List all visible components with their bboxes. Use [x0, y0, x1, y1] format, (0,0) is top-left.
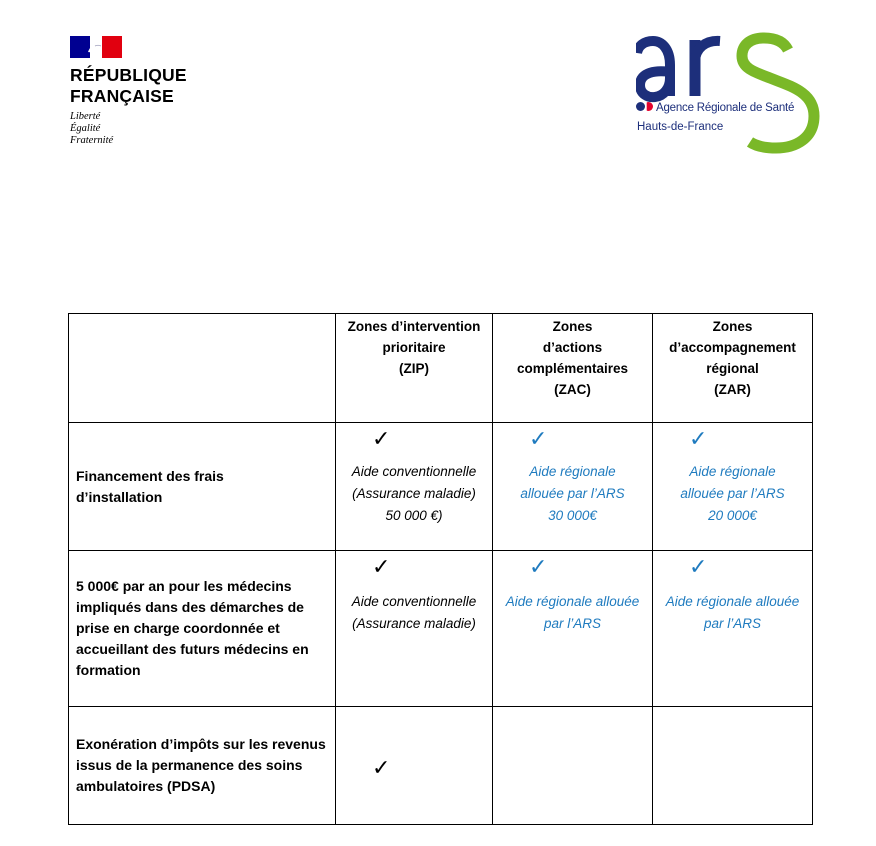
- aid-amount: 20 000€: [708, 508, 757, 523]
- aid-text: (Assurance maladie): [352, 616, 476, 631]
- ars-agency-name: Agence Régionale de Santé: [656, 102, 795, 114]
- aid-amount: 30 000€: [548, 508, 597, 523]
- header-zip-line: (ZIP): [399, 361, 429, 376]
- header-zac-line: Zones: [552, 319, 593, 334]
- header-zar-line: régional: [706, 361, 759, 376]
- table-row: [69, 423, 813, 551]
- row-label-line: impliqués dans des démarches de: [76, 599, 304, 615]
- cell-zip-exoneration: [336, 707, 493, 825]
- aid-text: Aide régionale allouée: [505, 594, 640, 609]
- row-label-exoneration: [69, 707, 336, 825]
- row-label-line: accueillant des futurs médecins en: [76, 641, 309, 657]
- header-zip: [336, 314, 493, 423]
- checkmark-icon: ✓: [372, 554, 391, 579]
- row-label-line: 5 000€ par an pour les médecins: [76, 578, 292, 594]
- ars-agency-line: [636, 101, 794, 115]
- header-zac-line: d’actions: [542, 340, 603, 355]
- aid-text: Aide conventionnelle: [351, 464, 477, 479]
- aid-text: Aide régionale: [529, 464, 616, 479]
- cell-zar-exoneration: [653, 707, 813, 825]
- checkmark-icon: ✓: [689, 426, 708, 451]
- checkmark-icon: ✓: [372, 755, 391, 780]
- aid-text: Aide régionale allouée: [665, 594, 800, 609]
- ars-dots-icon: [636, 102, 656, 112]
- republique-motto: [70, 111, 187, 147]
- cell-zac-5000: [493, 551, 653, 707]
- republique-line2: FRANÇAISE: [70, 86, 174, 106]
- row-label-5000: [69, 551, 336, 707]
- header-empty-cell: [69, 314, 336, 423]
- ars-logo: [636, 32, 826, 154]
- motto-liberte: Liberté: [70, 111, 101, 122]
- cell-zar-financement: [653, 423, 813, 551]
- aid-text: Aide conventionnelle: [351, 594, 477, 609]
- row-label-line: issus de la permanence des soins: [76, 757, 303, 773]
- republique-francaise-logo: [70, 36, 187, 147]
- row-label-line: Exonération d’impôts sur les revenus: [76, 736, 326, 752]
- checkmark-icon: ✓: [372, 426, 391, 451]
- ars-region: Hauts-de-France: [637, 121, 724, 133]
- header-zar-line: d’accompagnement: [669, 340, 796, 355]
- aid-text: (Assurance maladie): [352, 486, 476, 501]
- marianne-flag-icon: [70, 36, 122, 58]
- cell-zar-5000: [653, 551, 813, 707]
- aid-amount: 50 000 €): [385, 508, 443, 523]
- zones-table: [68, 313, 813, 825]
- header-zar: [653, 314, 813, 423]
- header-zac-line: (ZAC): [554, 382, 591, 397]
- republique-title: [70, 65, 187, 107]
- header-row: [69, 314, 813, 423]
- cell-zac-financement: [493, 423, 653, 551]
- aid-text: allouée par l’ARS: [520, 486, 625, 501]
- ars-wordmark-icon: [636, 32, 826, 154]
- checkmark-icon: ✓: [689, 554, 708, 579]
- table-row: [69, 707, 813, 825]
- row-label-line: Financement des frais: [76, 467, 224, 484]
- checkmark-icon: ✓: [529, 426, 548, 451]
- header-zac: [493, 314, 653, 423]
- header-zac-line: complémentaires: [516, 361, 629, 376]
- row-label-line: d’installation: [76, 488, 163, 505]
- row-label-line: ambulatoires (PDSA): [76, 778, 216, 794]
- aid-text: par l’ARS: [543, 616, 602, 631]
- cell-zip-5000: [336, 551, 493, 707]
- aid-text: allouée par l’ARS: [680, 486, 785, 501]
- cell-zip-financement: [336, 423, 493, 551]
- header-zar-line: Zones: [712, 319, 753, 334]
- header-zip-line: Zones d’intervention: [347, 319, 481, 334]
- aid-text: Aide régionale: [689, 464, 776, 479]
- republique-line1: RÉPUBLIQUE: [70, 65, 187, 85]
- row-label-financement: [69, 423, 336, 551]
- table-row: [69, 551, 813, 707]
- cell-zac-exoneration: [493, 707, 653, 825]
- aid-text: par l’ARS: [703, 616, 762, 631]
- motto-fraternite: Fraternité: [70, 135, 114, 146]
- header-zar-line: (ZAR): [714, 382, 751, 397]
- motto-egalite: Égalité: [70, 123, 101, 134]
- row-label-line: formation: [76, 662, 141, 678]
- header-zip-line: prioritaire: [382, 340, 446, 355]
- checkmark-icon: ✓: [529, 554, 548, 579]
- row-label-line: prise en charge coordonnée et: [76, 620, 280, 636]
